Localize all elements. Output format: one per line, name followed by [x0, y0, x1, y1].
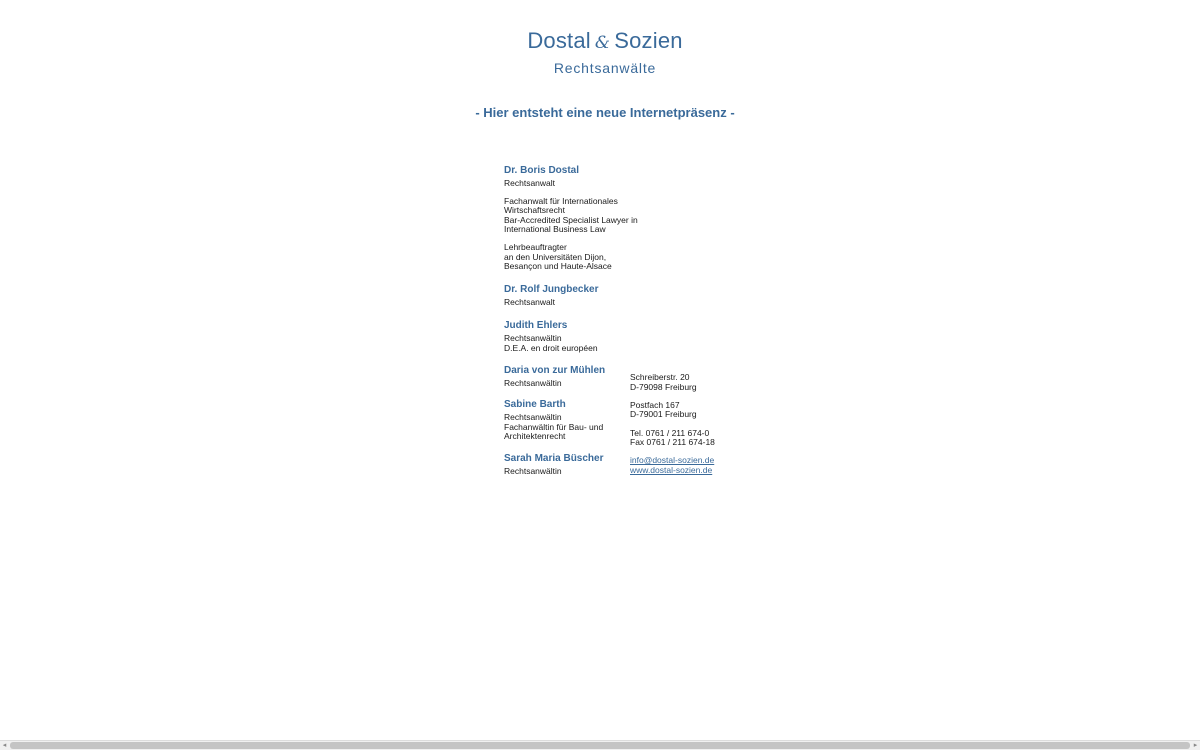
scrollbar-thumb[interactable] — [10, 742, 1190, 749]
lawyer-title: Rechtsanwalt — [504, 178, 556, 188]
address-city: D-79098 Freiburg — [630, 381, 697, 392]
lawyer-detail: Wirtschaftsrecht — [504, 205, 565, 216]
lawyer-entry — [504, 399, 634, 442]
lawyer-title: Rechtsanwältin — [504, 333, 562, 344]
lawyer-detail: an den Universitäten Dijon, — [504, 251, 607, 262]
email-link[interactable]: info@dostal-sozien.de — [630, 455, 715, 466]
phone-number: Tel. 0761 / 211 674-0 — [630, 427, 710, 438]
lawyer-detail: International Business Law — [504, 224, 606, 235]
address-street: Schreiberstr. 20 — [630, 372, 690, 382]
lawyer-title: Rechtsanwalt — [504, 296, 556, 307]
fax-number: Fax 0761 / 211 674-18 — [630, 437, 715, 448]
lawyer-entry — [504, 284, 634, 308]
lawyer-name: Sabine Barth — [504, 399, 566, 411]
firm-name-part2: Sozien — [614, 28, 683, 53]
firm-name-part1: Dostal — [527, 28, 591, 53]
lawyer-name: Daria von zur Mühlen — [504, 364, 606, 376]
lawyer-detail: Lehrbeauftragter — [504, 241, 567, 252]
firm-subtitle: Rechtsanwälte — [553, 60, 657, 76]
lawyer-name: Dr. Boris Dostal — [504, 165, 580, 176]
lawyer-detail: Besançon und Haute-Alsace — [504, 261, 612, 272]
tagline: - Hier entsteht eine neue Internetpräsenz - — [475, 105, 735, 120]
lawyer-entry — [504, 453, 634, 477]
lawyer-title: Rechtsanwältin — [504, 412, 562, 423]
pobox-city: D-79001 Freiburg — [630, 409, 697, 420]
scroll-right-arrow-icon[interactable]: ▸ — [1193, 742, 1198, 749]
lawyer-entry — [504, 165, 638, 272]
website-link[interactable]: www.dostal-sozien.de — [630, 464, 713, 475]
lawyer-list — [504, 165, 638, 477]
firm-name-ampersand: & — [594, 33, 611, 53]
lawyer-title: Rechtsanwältin — [504, 465, 562, 476]
scroll-left-arrow-icon[interactable]: ◂ — [2, 742, 7, 749]
lawyer-title: Rechtsanwältin — [504, 377, 562, 388]
lawyer-detail: Fachanwältin für Bau- und — [504, 421, 604, 432]
pobox: Postfach 167 — [630, 399, 680, 410]
lawyer-detail: Architektenrecht — [504, 431, 566, 442]
lawyer-name: Dr. Rolf Jungbecker — [504, 283, 599, 295]
contact-block — [630, 373, 760, 476]
lawyer-detail: Bar-Accredited Specialist Lawyer in — [504, 214, 638, 225]
lawyer-entry — [504, 320, 634, 353]
lawyer-entry — [504, 365, 634, 389]
horizontal-scrollbar[interactable] — [0, 740, 1200, 750]
lawyer-detail: D.E.A. en droit européen — [504, 342, 598, 353]
lawyer-detail: Fachanwalt für Internationales — [504, 195, 618, 206]
firm-name — [0, 28, 1200, 56]
firm-logo — [0, 28, 1200, 76]
lawyer-name: Sarah Maria Büscher — [504, 452, 604, 464]
lawyer-name: Judith Ehlers — [504, 320, 568, 332]
